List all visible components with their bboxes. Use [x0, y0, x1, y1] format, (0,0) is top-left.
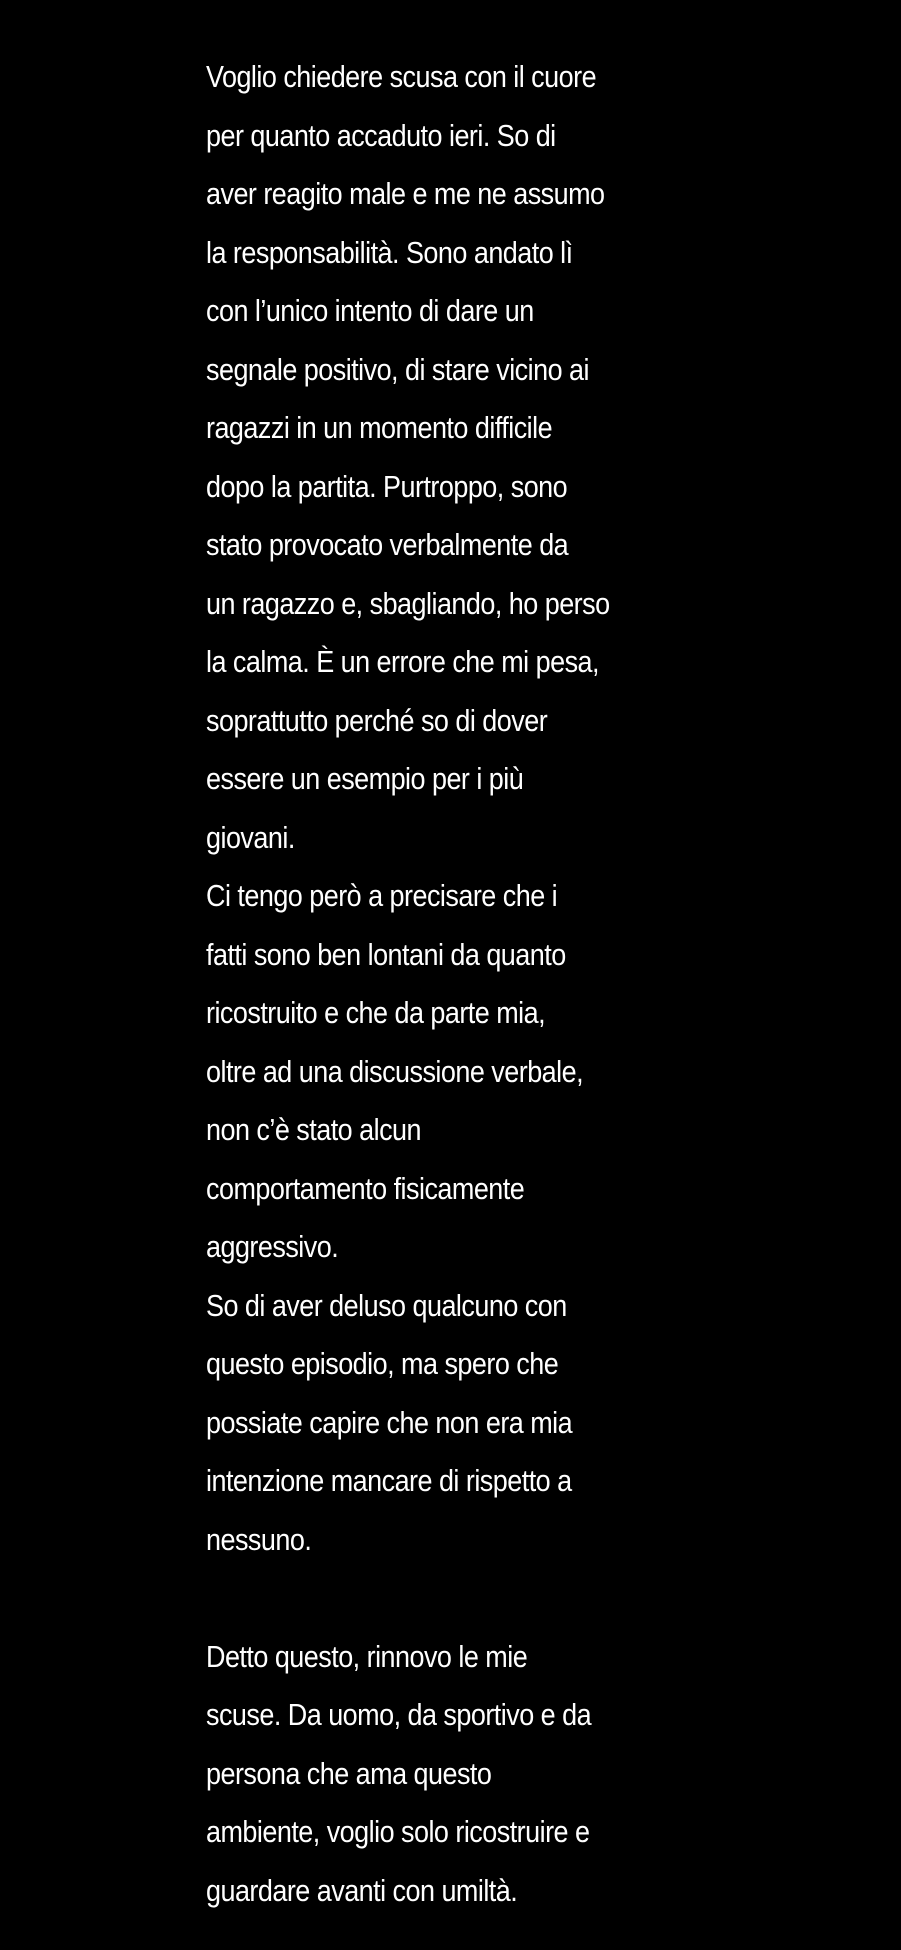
text-line: giovani. — [206, 819, 295, 855]
text-line: comportamento fisicamente — [206, 1170, 525, 1206]
text-line: persona che ama questo — [206, 1755, 492, 1791]
text-line: aggressivo. — [206, 1229, 339, 1264]
text-line: ambiente, voglio solo ricostruire e — [206, 1814, 590, 1849]
text-line: dopo la partita. Purtroppo, sono — [206, 468, 568, 504]
text-line: Voglio chiedere scusa con il cuore — [206, 59, 597, 94]
text-line: scuse. Da uomo, da sportivo e da — [206, 1697, 592, 1732]
text-line: So di aver deluso qualcuno con — [206, 1287, 567, 1323]
blank-line — [206, 1569, 693, 1628]
text-line: per quanto accaduto ieri. So di — [206, 117, 556, 153]
text-line: soprattutto perché so di dover — [206, 702, 548, 738]
text-line: nessuno. — [206, 1521, 312, 1557]
text-line: intenzione mancare di rispetto a — [206, 1463, 572, 1498]
text-line: possiate capire che non era mia — [206, 1404, 573, 1440]
text-line: la calma. È un errore che mi pesa, — [206, 644, 599, 679]
text-line: ragazzi in un momento difficile — [206, 410, 553, 445]
text-line: aver reagito male e me ne assumo — [206, 176, 605, 211]
text-line: fatti sono ben lontani da quanto — [206, 936, 566, 972]
text-line: un ragazzo e, sbagliando, ho perso — [206, 585, 610, 621]
text-line: essere un esempio per i più — [206, 761, 524, 796]
text-line: la responsabilità. Sono andato lì — [206, 234, 573, 270]
text-line: con l’unico intento di dare un — [206, 293, 534, 328]
text-line: ricostruito e che da parte mia, — [206, 995, 546, 1030]
text-line: questo episodio, ma spero che — [206, 1346, 559, 1381]
text-line: guardare avanti con umiltà. — [206, 1872, 518, 1908]
text-line: stato provocato verbalmente da — [206, 527, 569, 562]
text-line: oltre ad una discussione verbale, — [206, 1053, 584, 1089]
apology-text — [206, 48, 693, 1920]
text-line: segnale positivo, di stare vicino ai — [206, 351, 589, 387]
text-line: non c’è stato alcun — [206, 1112, 421, 1147]
text-line: Detto questo, rinnovo le mie — [206, 1638, 528, 1674]
text-line: Ci tengo però a precisare che i — [206, 878, 558, 913]
